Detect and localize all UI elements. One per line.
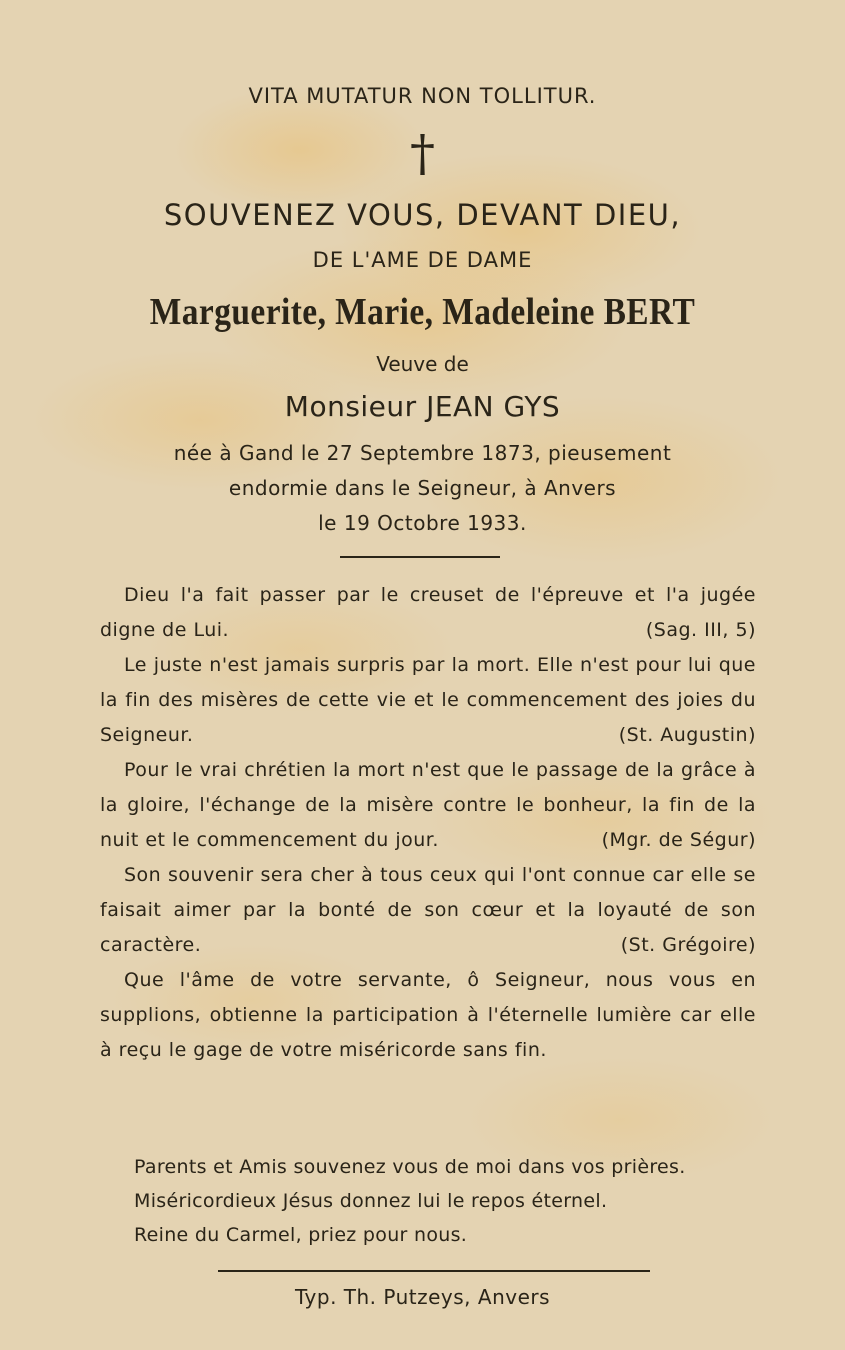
death-place-line: endormie dans le Seigneur, à Anvers — [228, 476, 617, 500]
heading: SOUVENEZ VOUS, DEVANT DIEU, — [163, 198, 682, 232]
cross-icon: † — [410, 124, 435, 182]
quote: Dieu l'a fait passer par le creuset de l'épreuve et l'a jugée digne de Lui. (Sag. III, 5) — [100, 578, 756, 648]
quote-source: (Sag. III, 5) — [645, 619, 756, 641]
printer-credit: Typ. Th. Putzeys, Anvers — [294, 1285, 551, 1309]
spouse-name: Monsieur JEAN GYS — [284, 390, 561, 423]
quote-source: (St. Augustin) — [618, 724, 756, 746]
quote-source: (Mgr. de Ségur) — [601, 829, 756, 851]
divider — [218, 1270, 650, 1272]
quote-source: (St. Grégoire) — [620, 934, 756, 956]
closing-prayer: Reine du Carmel, priez pour nous. — [134, 1224, 468, 1246]
deceased-name: Marguerite, Marie, Madeleine BERT — [149, 291, 696, 333]
widow-of-label: Veuve de — [376, 352, 469, 376]
quote: Que l'âme de votre servante, ô Seigneur, nous vous en supplions, obtienne la participation à l'éternelle lumière car elle à reçu le gage de votre miséricorde sans fin. — [100, 969, 756, 1061]
quote: Son souvenir sera cher à tous ceux qui l'ont connue car elle se faisait aimer par la bonté de son cœur et la loyauté de son caractère. (St. Grégoire) — [100, 858, 756, 963]
divider — [340, 556, 500, 558]
closing-prayer: Miséricordieux Jésus donnez lui le repos éternel. — [134, 1190, 608, 1212]
birth-date-line: née à Gand le 27 Septembre 1873, pieusement — [173, 441, 672, 465]
motto: VITA MUTATUR NON TOLLITUR. — [248, 84, 597, 108]
quote: Le juste n'est jamais surpris par la mort. Elle n'est pour lui que la fin des misères de cette vie et le commencement des joies du Seigneur. (St. Augustin) — [100, 648, 756, 753]
death-date-line: le 19 Octobre 1933. — [318, 511, 527, 535]
quotes — [100, 578, 756, 1068]
quote: Pour le vrai chrétien la mort n'est que le passage de la grâce à la gloire, l'échange de la misère contre le bonheur, la fin de la nuit et le commencement du jour. (Mgr. de Ségur) — [100, 753, 756, 858]
subheading: DE L'AME DE DAME — [312, 248, 533, 272]
closing-prayer: Parents et Amis souvenez vous de moi dans vos prières. — [134, 1156, 686, 1178]
